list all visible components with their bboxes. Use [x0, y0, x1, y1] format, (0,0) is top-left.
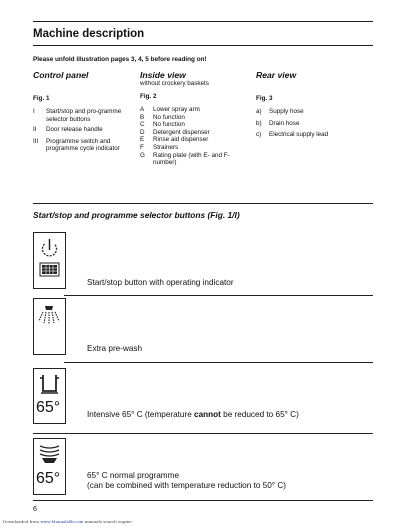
pre-wash-icon [34, 299, 65, 354]
footer-prefix: Downloaded from [3, 519, 41, 524]
footer-link[interactable]: www.Manualslib.com [40, 519, 84, 524]
fig-3-label: Fig. 3 [256, 95, 273, 102]
temperature-65-label: 65° [36, 470, 61, 487]
power-icon [34, 233, 65, 288]
section-title: Start/stop and programme selector buttons (Fig. 1/I) [33, 210, 240, 220]
item-text: Strainers [153, 143, 179, 151]
item-text: Supply hose [269, 108, 304, 115]
item-text: No function [153, 121, 185, 129]
list-item [256, 120, 376, 128]
divider [64, 362, 373, 363]
start-stop-button-panel [33, 232, 66, 289]
item-key: III [33, 137, 39, 145]
rear-view-column [256, 70, 376, 139]
fig-1-label: Fig. 1 [33, 95, 50, 102]
item-key: c) [256, 131, 262, 139]
title-rule [33, 45, 373, 46]
list-item [33, 138, 133, 153]
item-text: Detergent dispenser [153, 128, 210, 136]
item-key: a) [256, 108, 262, 115]
list-item [140, 136, 248, 144]
list-item [140, 144, 248, 152]
list-item [140, 114, 248, 122]
start-stop-label: Start/stop button with operating indicator [87, 278, 234, 287]
item-key: F [140, 143, 144, 151]
footer-suffix: manuals search engine [83, 519, 132, 524]
normal-label-line2: (can be combined with temperature reduction to 50° C) [87, 481, 286, 490]
section-rule-top [33, 203, 373, 204]
item-text: No function [153, 113, 185, 121]
page-title: Machine description [33, 28, 145, 40]
unfold-note: Please unfold illustration pages 3, 4, 5 before reading on! [33, 56, 207, 63]
normal-label [87, 471, 286, 491]
control-panel-heading: Control panel [33, 70, 89, 80]
intensive-label-bold: cannot [194, 410, 221, 419]
list-item [140, 129, 248, 137]
normal-button-panel [33, 438, 66, 495]
intensive-pot-icon [34, 369, 65, 399]
list-item [140, 106, 248, 114]
intensive-label-pre: Intensive 65° C (temperature [87, 410, 195, 419]
item-key: II [33, 126, 37, 134]
intensive-label [87, 410, 299, 419]
item-text: Electrical supply lead [269, 131, 329, 139]
intensive-label-post: be reduced to 65° C) [220, 410, 299, 419]
top-rule [33, 21, 373, 22]
rear-view-heading: Rear view [256, 70, 297, 80]
item-key: E [140, 136, 145, 144]
inside-view-list [140, 106, 248, 167]
item-key: G [140, 151, 145, 159]
page-number: 6 [33, 506, 37, 513]
item-text: Start/stop and pro-gramme selector buttons [46, 108, 122, 123]
list-item [33, 126, 133, 134]
item-key: B [140, 113, 145, 121]
item-key: A [140, 106, 145, 113]
item-text: Rating plate (with E- and F-number) [153, 151, 230, 167]
control-panel-list [33, 108, 133, 153]
control-panel-column [33, 70, 133, 153]
list-item [256, 131, 376, 139]
inside-view-heading: Inside view [140, 70, 186, 80]
item-text: Drain hose [269, 119, 300, 127]
item-text: Lower spray arm [153, 106, 200, 113]
download-footer [3, 519, 132, 524]
rear-view-list [256, 108, 376, 139]
item-key: b) [256, 119, 262, 127]
item-text: Programme switch and programme cycle indicator [46, 137, 120, 153]
pre-wash-label: Extra pre-wash [87, 344, 143, 353]
item-key: D [140, 128, 145, 136]
item-text: Door release handle [46, 126, 103, 134]
divider [64, 295, 373, 296]
intensive-button-panel [33, 368, 66, 424]
list-item [33, 108, 133, 123]
fig-2-label: Fig. 2 [140, 93, 157, 100]
divider [33, 433, 373, 434]
temperature-65-label: 65° [36, 399, 61, 416]
item-text: Rinse aid dispenser [153, 136, 209, 144]
item-key: C [140, 121, 145, 129]
item-key: I [33, 108, 35, 115]
normal-dishes-icon [34, 439, 65, 469]
list-item [256, 108, 376, 116]
normal-label-line1: 65° C normal programme [87, 471, 180, 480]
bottom-rule [33, 500, 373, 501]
pre-wash-button-panel [33, 298, 66, 355]
list-item [140, 152, 248, 167]
list-item [140, 121, 248, 129]
inside-view-column [140, 70, 248, 167]
inside-view-subheading: without crockery baskets [140, 80, 209, 87]
